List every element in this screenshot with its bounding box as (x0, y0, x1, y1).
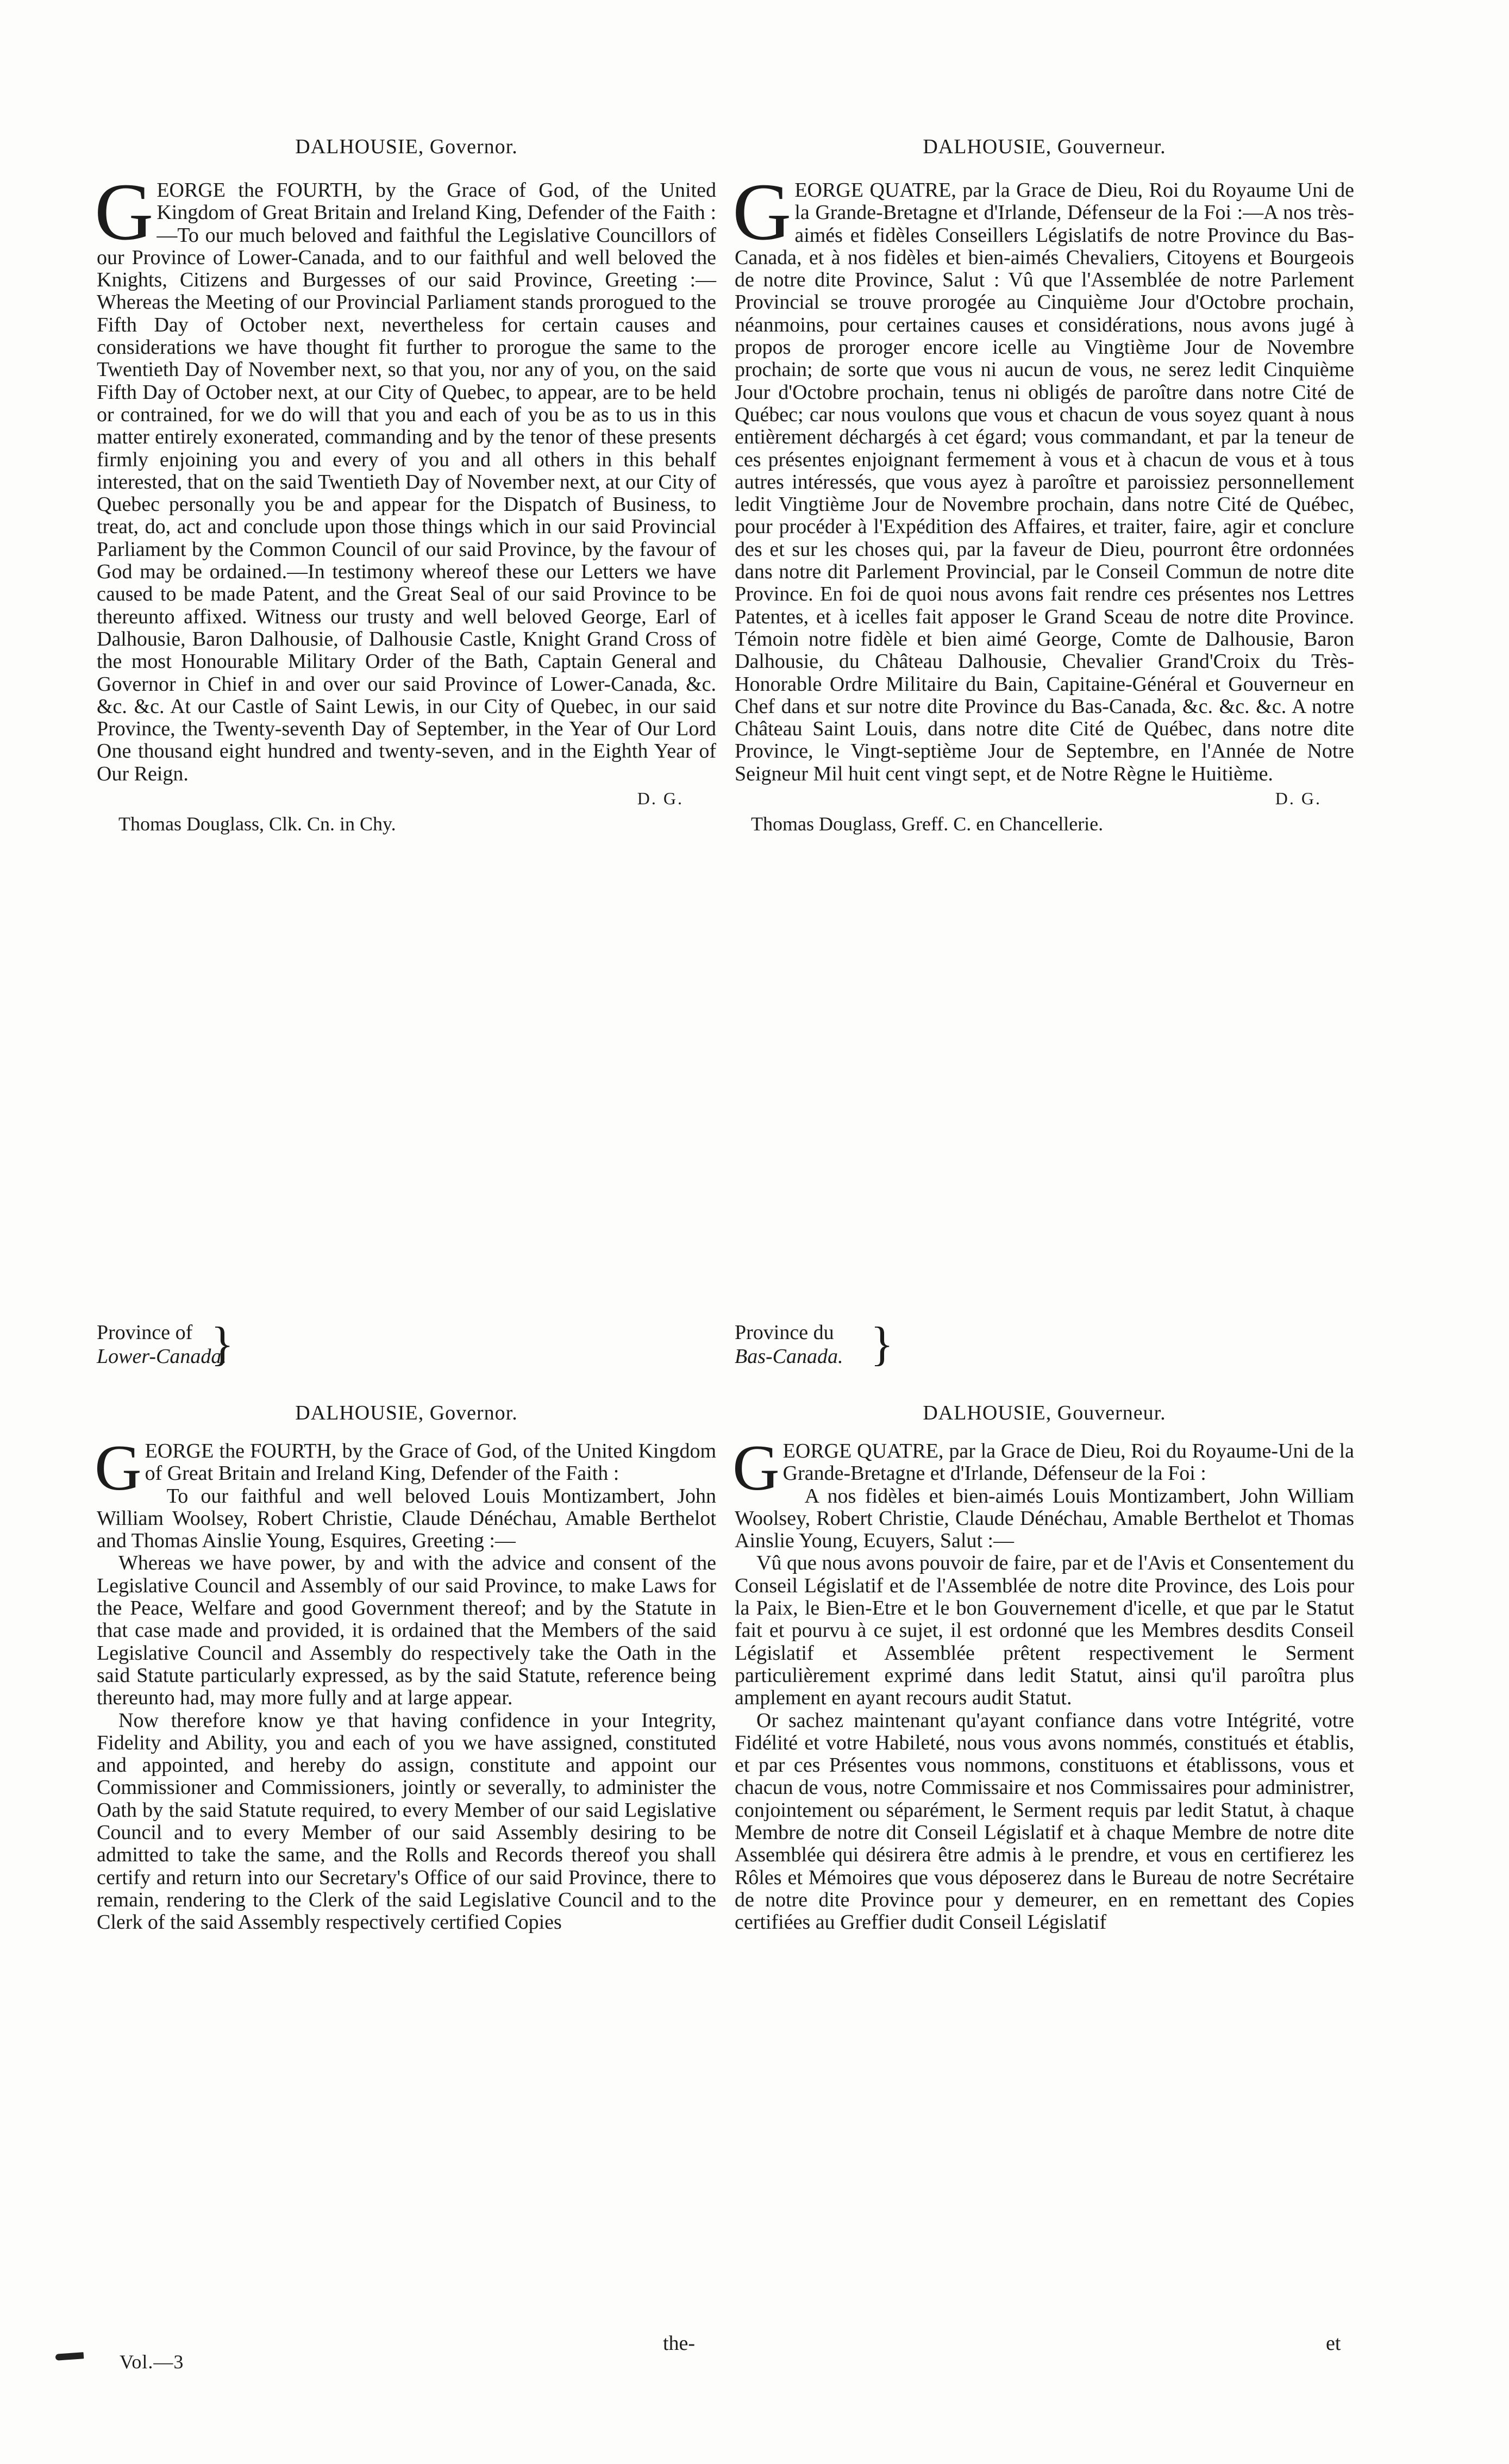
english-heading-2: DALHOUSIE, Governor. (295, 1402, 518, 1424)
province-brace: } (871, 1318, 894, 1371)
french-province-marker (735, 1318, 894, 1371)
french-province-line2: Bas-Canada. (735, 1345, 843, 1368)
english-proclamation-text (95, 167, 716, 785)
french-heading-1: DALHOUSIE, Gouverneur. (923, 135, 1166, 158)
french-commission-whereas: Vû que nous avons pouvoir de faire, par et de l'Avis et Consentement du Conseil Législatif et de l'Assemblée de notre dite Province, des Lois pour la Paix, le Bien-Etre et le bon Gouvernement d'icelle, et que par le Statut fait et pourvu à ce sujet, il est ordonné que les Membres desdits Conseil Législatif et Assemblée prêtent respectivement le Serment particulièrement exprimé dans ledit Statut, ainsi qu'il paroîtra plus amplement en ayant recours audit Statut. (735, 1552, 1354, 1710)
english-heading-1: DALHOUSIE, Governor. (295, 135, 518, 158)
french-catchword: et (1326, 2332, 1341, 2355)
french-commission-opening (732, 1431, 1354, 1504)
french-clerk-signature: Thomas Douglass, Greff. C. en Chancellerie. (751, 813, 1104, 835)
english-province-line1: Province of (97, 1321, 193, 1344)
french-province-line1: Province du (735, 1321, 834, 1344)
english-commission-opening-text: EORGE the FOURTH, by the Grace of God, of the United Kingdom of Great Britain and Ireland King, Defender of the Faith : (145, 1440, 716, 1485)
french-commission-address: A nos fidèles et bien-aimés Louis Montizambert, John William Woolsey, Robert Christie, Claude Dénéchau, Amable Berthelot et Thomas Ainslie Young, Ecuyers, Salut :— (735, 1484, 1354, 1553)
province-brace: } (211, 1318, 234, 1371)
french-commission (732, 1431, 1354, 1934)
english-commission-whereas: Whereas we have power, by and with the advice and consent of the Legislative Council and Assembly of our said Province, to make Laws for the Peace, Welfare and good Government thereof; and by the Statute in that case made and provided, it is ordained that the Members of the said Legislative Council and Assembly do respectively take the Oath in the said Statute particularly expressed, as by the said Statute, reference being thereunto had, may more fully and at large appear. (97, 1552, 716, 1710)
english-proclamation (95, 167, 716, 836)
english-province-marker (97, 1318, 234, 1371)
french-commission-now: Or sachez maintenant qu'ayant confiance dans votre Intégrité, votre Fidélité et votre Habileté, nous vous avons nommés, constitués et établis, et par ces Présentes vous nommons, constituons et établissons, vous et chacun de vous, notre Commissaire et nos Commissaires pour administrer, conjointement ou séparément, le Serment requis par ledit Statut, à chaque Membre de notre dit Conseil Législatif et à chaque Membre de notre dite Assemblée qui désirera être admis à le prendre, et vous en certifierez les Rôles et Mémoires que vous déposerez dans le Bureau de notre Secrétaire de notre dite Province pour y demeurer, en en remettant des Copies certifiées au Greffier dudit Conseil Législatif (735, 1709, 1354, 1934)
english-initials: D. G. (637, 789, 684, 809)
french-proclamation (732, 167, 1354, 836)
drop-cap-letter: G (732, 1431, 780, 1504)
english-commission-opening (95, 1431, 716, 1504)
french-initials: D. G. (1275, 789, 1322, 809)
english-clerk-signature: Thomas Douglass, Clk. Cn. in Chy. (118, 813, 396, 835)
drop-cap-letter: G (95, 1431, 142, 1504)
drop-cap-letter: G (95, 167, 154, 257)
english-column (97, 0, 716, 2464)
french-commission-opening-text: EORGE QUATRE, par la Grace de Dieu, Roi du Royaume-Uni de la Grande-Bretagne et d'Irlande, Défenseur de la Foi : (782, 1440, 1354, 1485)
english-province-line2: Lower-Canada. (97, 1345, 227, 1368)
french-heading-2: DALHOUSIE, Gouverneur. (923, 1402, 1166, 1424)
english-commission (95, 1431, 716, 1934)
english-catchword: the- (663, 2332, 696, 2355)
french-proclamation-body: EORGE QUATRE, par la Grace de Dieu, Roi du Royaume Uni de la Grande-Bretagne et d'Irlande, Défenseur de la Foi :—A nos très-aimés et fidèles Conseillers Législatifs de notre Province du Bas-Canada, et à nos fidèles et bien-aimés Chevaliers, Citoyens et Bourgeois de notre dite Province, Salut : Vû que l'Assemblée de notre Parlement Provincial se trouve prorogée au Cinquième Jour d'Octobre prochain, néanmoins, pour certaines causes et considérations, nous avons jugé à propos de proroger encore icelle au Vingtième Jour de Novembre prochain; de sorte que vous ni aucun de vous, ne serez ledit Cinquième Jour d'Octobre prochain, tenus ni obligés de paroître dans notre Cité de Québec; car nous voulons que vous et chacun de vous soyez quant à nous entièrement déchargés à cet égard; vous commandant, et par la teneur de ces présentes enjoignant fermement à vous et à chacun de vous et à tous autres intéressés, que vous ayez à paroître et paroissiez personnellement ledit Vingtième Jour de Novembre prochain, dans notre Cité de Québec, pour procéder à l'Expédition des Affaires, et traiter, faire, agir et conclure des et sur les choses qui, par la faveur de Dieu, pourront être ordonnées dans notre dit Parlement Provincial, par le Conseil Commun de notre dite Province. En foi de quoi nous avons fait rendre ces présentes nos Lettres Patentes, et à icelles fait apposer le Grand Sceau de notre dite Province. Témoin notre fidèle et bien aimé George, Comte de Dalhousie, Baron Dalhousie, du Château Dalhousie, Chevalier Grand'Croix du Très-Honorable Ordre Militaire du Bain, Capitaine-Général et Gouverneur en Chef dans et sur notre dite Province du Bas-Canada, &c. &c. &c. A notre Château Saint Louis, dans notre dite Cité de Québec, dans notre dite Province, le Vingt-septième Jour de Septembre, en l'Année de Notre Seigneur Mil huit cent vingt sept, et de Notre Règne le Huitième. (735, 179, 1354, 785)
french-column (732, 0, 1354, 2464)
drop-cap-letter: G (732, 167, 792, 257)
french-proclamation-text (732, 167, 1354, 785)
english-proclamation-body: EORGE the FOURTH, by the Grace of God, of the United Kingdom of Great Britain and Ireland King, Defender of the Faith :—To our much beloved and faithful the Legislative Councillors of our Province of Lower-Canada, and to our faithful and well beloved the Knights, Citizens and Burgesses of our said Province, Greeting :—Whereas the Meeting of our Provincial Parliament stands prorogued to the Fifth Day of October next, nevertheless for certain causes and considerations we have thought fit further to prorogue the same to the Twentieth Day of November next, so that you, nor any of you, on the said Fifth Day of October next, at our City of Quebec, to appear, are to be held or contrained, for we do will that you and each of you be as to us in this matter entirely exonerated, commanding and by the tenor of these presents firmly enjoining you and every of you and all others in this behalf interested, that on the said Twentieth Day of November next, at our City of Quebec personally you be and appear for the Dispatch of Business, to treat, do, act and conclude upon those things which in our said Provincial Parliament by the Common Council of our said Province, by the favour of God may be ordained.—In testimony whereof these our Letters we have caused to be made Patent, and the Great Seal of our said Province to be thereunto affixed. Witness our trusty and well beloved George, Earl of Dalhousie, Baron Dalhousie, of Dalhousie Castle, Knight Grand Cross of the most Honourable Military Order of the Bath, Captain General and Governor in Chief in and over our said Province of Lower-Canada, &c. &c. &c. At our Castle of Saint Lewis, in our City of Quebec, in our said Province, the Twenty-seventh Day of September, in the Year of Our Lord One thousand eight hundred and twenty-seven, and in the Eighth Year of Our Reign. (97, 179, 716, 785)
english-commission-address: To our faithful and well beloved Louis Montizambert, John William Woolsey, Robert Christie, Claude Dénéchau, Amable Berthelot and Thomas Ainslie Young, Esquires, Greeting :— (97, 1484, 716, 1553)
english-commission-now: Now therefore know ye that having confidence in your Integrity, Fidelity and Ability, you and each of you we have assigned, constituted and appointed, and hereby do assign, constitute and appoint our Commissioner and Commissioners, jointly or severally, to administer the Oath by the said Statute required, to every Member of our said Legislative Council and to every Member of our said Assembly desiring to be admitted to take the same, and the Rolls and Records thereof you shall certify and return into our Secretary's Office of our said Province, there to remain, rendering to the Clerk of the said Legislative Council and to the Clerk of the said Assembly respectively certified Copies (97, 1709, 716, 1934)
volume-signature-mark: Vol.—3 (120, 2351, 184, 2373)
ink-mark (55, 2352, 84, 2361)
